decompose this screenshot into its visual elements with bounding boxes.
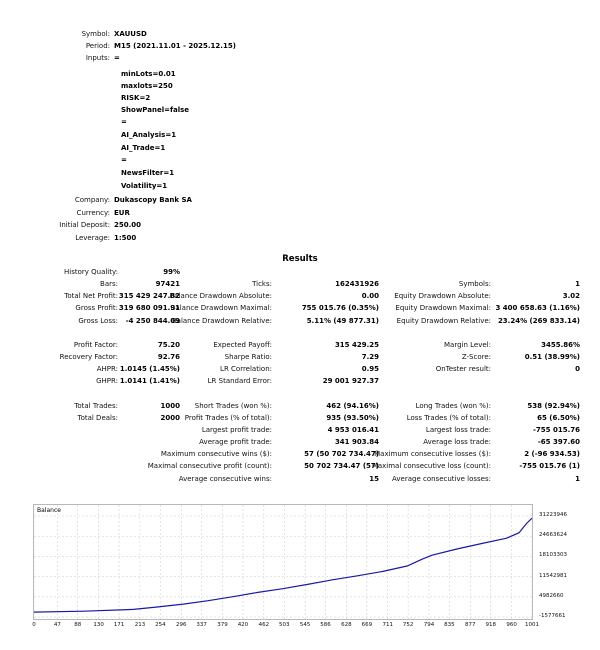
x-tick-label: 0 (32, 622, 36, 628)
x-tick-label: 586 (320, 622, 331, 628)
result-value: 319 680 091.91 (118, 304, 180, 313)
result-value: 50 702 734.47 (57) (304, 462, 379, 471)
input-item: AI_Trade=1 (121, 144, 166, 152)
result-label: Gross Loss: (78, 316, 118, 325)
x-tick-label: 337 (196, 622, 207, 628)
result-value: 57 (50 702 734.47) (304, 450, 379, 459)
x-tick-label: 171 (113, 622, 125, 628)
result-label: Ticks: (252, 280, 272, 289)
result-value: 5.11% (49 877.31) (306, 316, 379, 325)
result-value: 315 429 247.82 (118, 292, 180, 301)
result-label: Average loss trade: (423, 438, 491, 447)
result-label: Maximal consecutive profit (count): (147, 462, 272, 471)
symbol-value: XAUUSD (114, 30, 147, 38)
result-label: Average profit trade: (199, 438, 272, 447)
result-label: Largest profit trade: (201, 425, 272, 434)
result-label: Margin Level: (444, 340, 491, 349)
result-value: -65 397.60 (537, 438, 580, 447)
result-label: Balance Drawdown Maximal: (170, 304, 272, 313)
x-tick-label: 918 (485, 622, 496, 628)
result-value: 935 (93.50%) (326, 413, 379, 422)
inputs-label: Inputs: (85, 54, 110, 62)
result-value: 99% (163, 268, 180, 276)
x-tick-label: 711 (382, 622, 393, 628)
result-label: Total Net Profit: (64, 292, 118, 301)
result-label: Balance Drawdown Relative: (171, 316, 272, 325)
result-label: LR Correlation: (220, 365, 272, 374)
result-label: Balance Drawdown Absolute: (169, 292, 272, 301)
result-label: Largest loss trade: (425, 425, 491, 434)
x-tick-label: 47 (53, 622, 61, 628)
result-value: 1 (575, 474, 580, 483)
x-tick-label: 877 (465, 622, 476, 628)
x-tick-label: 213 (134, 622, 146, 628)
company-value: Dukascopy Bank SA (114, 196, 192, 204)
symbol-label: Symbol: (81, 30, 110, 38)
input-item: AI_Analysis=1 (121, 131, 177, 139)
result-label: Loss Trades (% of total): (406, 413, 491, 422)
result-value: 0.95 (361, 365, 379, 374)
input-item: RISK=2 (121, 94, 151, 102)
x-tick-label: 835 (444, 622, 455, 628)
result-value: 2 (-96 934.53) (524, 450, 580, 459)
input-item: maxlots=250 (121, 82, 173, 90)
result-label: Equity Drawdown Absolute: (394, 292, 491, 301)
x-tick-label: 669 (361, 622, 373, 628)
result-value: -4 250 844.09 (125, 316, 180, 325)
currency-value: EUR (114, 209, 130, 217)
y-tick-label: 24663624 (539, 532, 567, 539)
result-value: 1000 (160, 401, 180, 410)
result-label: Long Trades (won %): (415, 401, 491, 410)
result-label: Z-Score: (461, 353, 491, 362)
deposit-value: 250.00 (114, 221, 142, 229)
result-label: Maximum consecutive wins ($): (160, 450, 272, 459)
result-value: 29 001 927.37 (322, 377, 379, 386)
inputs-row (0, 52, 600, 64)
result-label: Equity Drawdown Maximal: (395, 304, 491, 313)
x-tick-label: 960 (506, 622, 517, 628)
company-row (0, 194, 600, 206)
leverage-label: Leverage: (75, 234, 110, 242)
result-value: 1.0141 (1.41%) (119, 377, 180, 386)
result-label: Sharpe Ratio: (224, 353, 272, 362)
x-tick-label: 88 (74, 622, 82, 628)
deposit-row (0, 219, 600, 231)
result-label: Recovery Factor: (59, 353, 118, 362)
result-label: Short Trades (won %): (194, 401, 272, 410)
y-tick-label: 11542981 (539, 572, 567, 579)
deposit-label: Initial Deposit: (59, 221, 110, 229)
balance-chart (33, 504, 533, 620)
result-value: 3.02 (562, 292, 580, 301)
result-label: Profit Trades (% of total): (184, 413, 272, 422)
x-tick-label: 379 (217, 622, 228, 628)
x-tick-label: 752 (402, 622, 414, 628)
result-value: 97421 (155, 280, 180, 289)
result-label: AHPR: (96, 365, 118, 374)
result-label: Gross Profit: (75, 304, 118, 313)
x-tick-label: 130 (93, 622, 104, 628)
x-tick-label: 420 (237, 622, 249, 628)
result-label: Total Trades: (74, 401, 118, 410)
result-value: 2000 (160, 413, 180, 422)
input-item: NewsFilter=1 (121, 169, 175, 177)
result-value: 1.0145 (1.45%) (119, 365, 180, 374)
result-label: LR Standard Error: (207, 377, 272, 386)
period-label: Period: (85, 42, 110, 50)
leverage-value: 1:500 (114, 234, 137, 242)
y-tick-label: 31223946 (539, 512, 567, 518)
result-label: Equity Drawdown Relative: (396, 316, 491, 325)
company-label: Company: (74, 196, 110, 204)
input-item: minLots=0.01 (121, 70, 176, 78)
leverage-row (0, 232, 600, 244)
y-tick-label: -1577661 (539, 613, 566, 619)
result-value: 3455.86% (541, 340, 580, 349)
result-value: 0.51 (38.99%) (524, 353, 580, 362)
result-value: -755 015.76 (1) (519, 462, 580, 471)
result-value: 315 429.25 (334, 340, 379, 349)
result-label: History Quality: (64, 268, 118, 276)
input-item: ShowPanel=false (121, 106, 190, 114)
result-value: 65 (6.50%) (537, 413, 580, 422)
result-value: 341 903.84 (334, 438, 379, 447)
result-value: 92.76 (157, 353, 180, 362)
period-value: M15 (2021.11.01 - 2025.12.15) (114, 42, 236, 50)
x-tick-label: 296 (176, 622, 187, 628)
symbol-row (0, 28, 600, 40)
x-tick-label: 1001 (525, 622, 539, 628)
x-tick-label: 628 (341, 622, 352, 628)
y-tick-label: 18103303 (539, 552, 567, 559)
result-label: Bars: (100, 280, 118, 289)
input-item: = (121, 156, 127, 164)
x-tick-label: 254 (155, 622, 166, 628)
result-label: OnTester result: (435, 365, 491, 374)
result-value: 0.00 (361, 292, 379, 301)
result-value: 755 015.76 (0.35%) (301, 304, 379, 313)
x-tick-label: 462 (258, 622, 270, 628)
result-value: 3 400 658.63 (1.16%) (495, 304, 580, 313)
result-value: -755 015.76 (533, 425, 580, 434)
result-value: 4 953 016.41 (327, 425, 379, 434)
x-tick-label: 503 (278, 622, 290, 628)
result-value: 462 (94.16%) (326, 401, 379, 410)
period-row (0, 40, 600, 52)
result-value: 7.29 (361, 353, 379, 362)
result-value: 15 (369, 474, 379, 483)
result-label: Total Deals: (77, 413, 118, 422)
x-tick-label: 545 (299, 622, 311, 628)
result-value: 538 (92.94%) (527, 401, 580, 410)
currency-row (0, 207, 600, 219)
chart-legend-label: Balance (37, 507, 61, 514)
currency-label: Currency: (76, 209, 110, 217)
result-value: 23.24% (269 833.14) (497, 316, 580, 325)
inputs-first: = (114, 54, 120, 62)
y-tick-label: 4982660 (539, 592, 564, 599)
input-item: = (121, 118, 127, 126)
result-value: 162431926 (335, 280, 379, 289)
result-label: Symbols: (458, 280, 491, 289)
result-label: Maximal consecutive loss (count): (371, 462, 491, 471)
result-value: 1 (575, 280, 580, 289)
result-value: 75.20 (157, 340, 180, 349)
result-value: 0 (575, 365, 580, 374)
result-label: GHPR: (96, 377, 118, 386)
result-label: Expected Payoff: (213, 340, 272, 349)
result-label: Maximum consecutive losses ($): (374, 450, 491, 459)
results-title: Results (282, 254, 318, 264)
input-item: Volatility=1 (121, 182, 168, 190)
result-label: Average consecutive wins: (178, 474, 272, 483)
result-label: Average consecutive losses: (392, 474, 491, 483)
x-tick-label: 794 (423, 622, 435, 628)
result-label: Profit Factor: (73, 340, 118, 349)
